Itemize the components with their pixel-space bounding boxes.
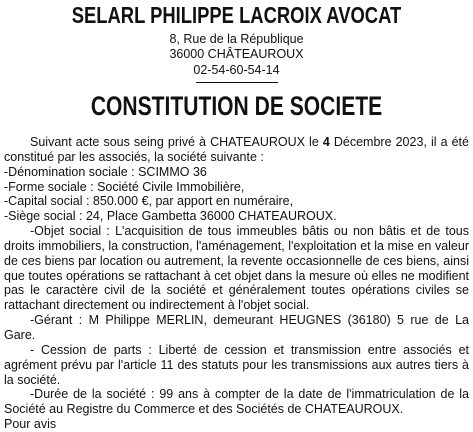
intro-day: 4 (322, 135, 330, 149)
forme-line: -Forme sociale : Société Civile Immobilière, (4, 179, 245, 194)
denomination-line: -Dénomination sociale : SCIMMO 36 (4, 164, 207, 179)
duree-paragraph: -Durée de la société : 99 ans à compter de la date de l'immatriculation de la Société au Registre du Commerce et des Sociétés de CHATEAUROUX. (4, 387, 469, 417)
siege-line: -Siège social : 24, Place Gambetta 36000 CHATEAUROUX. (4, 209, 337, 224)
capital-line: -Capital social : 850.000 €, par apport en numéraire, (4, 194, 294, 209)
cession-paragraph: - Cession de parts : Liberté de cession et transmission entre associés et agrément prévu par l'article 11 des statuts pour les transmissions aux autres tiers à la société. (4, 342, 469, 387)
firm-name: SELARL PHILIPPE LACROIX AVOCAT (71, 2, 402, 28)
notice-title: CONSTITUTION DE SOCIETE (90, 91, 383, 121)
closing-line: Pour avis (4, 417, 57, 432)
intro-text-end: Décembre 2023, il a été constitué par les associés, la société suivante : (4, 135, 469, 164)
firm-phone: 02-54-60-54-14 (193, 63, 280, 77)
intro-paragraph (4, 135, 469, 165)
notice-body (4, 135, 469, 432)
gerant-paragraph: -Gérant : M Philippe MERLIN, demeurant HEUGNES (36180) 5 rue de La Gare. (4, 313, 469, 342)
objet-paragraph: -Objet social : L'acquisition de tous immeubles bâtis ou non bâtis et de tous droits immobiliers, la construction, l'aménagement, l'exploitation et la mise en valeur de ces biens par location ou autrement, la revente occasionnelle de ces biens, ainsi que toutes opérations se rattachant à cet objet dans la mesure où elles ne modifient pas le caractère civil de la société et généralement toutes opérations civiles se rattachant directement ou indirectement à l'objet social. (4, 224, 469, 313)
intro-text-start: Suivant acte sous seing privé à CHATEAUROUX le (30, 135, 323, 149)
header-divider (196, 82, 278, 83)
firm-address-city: 36000 CHÂTEAUROUX (169, 47, 304, 61)
firm-address-street: 8, Rue de la République (169, 32, 304, 46)
